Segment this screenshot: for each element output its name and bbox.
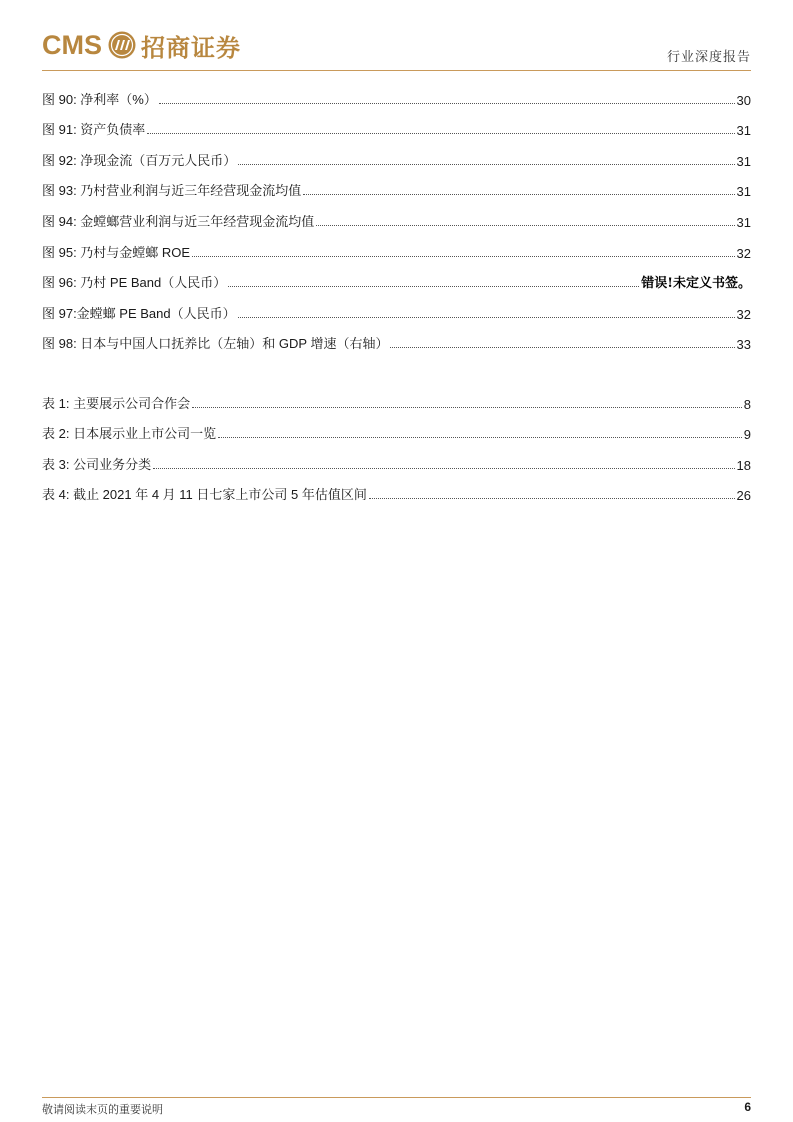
toc-leader-dots: [147, 133, 734, 134]
figure-list: [42, 80, 751, 355]
toc-entry-title: 表 3: 公司业务分类: [42, 456, 152, 472]
toc-entry-title: 图 90: 净利率（%）: [42, 91, 157, 107]
toc-entry[interactable]: [42, 264, 751, 295]
toc-leader-dots: [192, 256, 734, 257]
logo-emblem-icon: [107, 30, 137, 60]
header-divider: [42, 70, 751, 71]
toc-entry-title: 图 93: 乃村营业利润与近三年经营现金流均值: [42, 183, 302, 199]
toc-entry-page: 18: [736, 457, 751, 473]
toc-entry-title: 图 94: 金螳螂营业利润与近三年经营现金流均值: [42, 213, 315, 229]
toc-entry-title: 表 1: 主要展示公司合作会: [42, 395, 191, 411]
toc-entry-page: 33: [736, 337, 751, 353]
toc-entry-title: 图 96: 乃村 PE Band（人民币）: [42, 275, 227, 291]
toc-leader-dots: [228, 286, 639, 287]
toc-entry[interactable]: [42, 294, 751, 325]
page-header: [42, 24, 751, 70]
toc-entry-page: 26: [736, 488, 751, 504]
toc-entry-title: 表 2: 日本展示业上市公司一览: [42, 426, 217, 442]
footer-divider: [42, 1097, 751, 1098]
report-type-label: 行业深度报告: [666, 49, 751, 64]
toc-entry-title: 表 4: 截止 2021 年 4 月 11 日七家上市公司 5 年估值区间: [42, 487, 367, 503]
toc-entry[interactable]: [42, 141, 751, 172]
toc-entry[interactable]: [42, 80, 751, 111]
toc-entry-page: 31: [736, 123, 751, 139]
toc-leader-dots: [303, 194, 734, 195]
toc-entry-title: 图 97:金螳螂 PE Band（人民币）: [42, 305, 236, 321]
toc-entry[interactable]: [42, 111, 751, 142]
toc-leader-dots: [192, 407, 742, 408]
toc-entry-title: 图 92: 净现金流（百万元人民币）: [42, 152, 237, 168]
toc-leader-dots: [316, 225, 734, 226]
toc-entry[interactable]: [42, 233, 751, 264]
toc-entry-page: 32: [736, 245, 751, 261]
toc-entry[interactable]: [42, 415, 751, 446]
toc-entry-title: 图 95: 乃村与金螳螂 ROE: [42, 244, 191, 260]
toc-entry-page: 32: [736, 306, 751, 322]
toc-entry-error: 错误!未定义书签。: [641, 276, 751, 292]
toc-leader-dots: [238, 164, 734, 165]
disclaimer-note: 敬请阅读末页的重要说明: [42, 1103, 163, 1116]
toc-entry[interactable]: [42, 172, 751, 203]
toc-entry-page: 8: [743, 396, 751, 412]
table-list: [42, 384, 751, 506]
toc-entry[interactable]: [42, 384, 751, 415]
toc-entry[interactable]: [42, 445, 751, 476]
company-logo: [42, 28, 241, 62]
toc-leader-dots: [159, 103, 735, 104]
logo-text-cn: 招商证券: [141, 32, 241, 62]
toc-entry-title: 图 91: 资产负债率: [42, 122, 146, 138]
logo-text-en: CMS: [42, 29, 102, 60]
toc-entry[interactable]: [42, 325, 751, 356]
toc-entry-page: 31: [736, 153, 751, 169]
toc-entry-page: 31: [736, 214, 751, 230]
toc-entry-page: 30: [736, 92, 751, 108]
toc-entry[interactable]: [42, 476, 751, 507]
toc-entry[interactable]: [42, 202, 751, 233]
toc-entry-title: 图 98: 日本与中国人口抚养比（左轴）和 GDP 增速（右轴）: [42, 336, 389, 352]
page-number: 6: [744, 1100, 751, 1114]
toc-leader-dots: [153, 468, 734, 469]
toc-leader-dots: [390, 347, 734, 348]
toc-leader-dots: [369, 498, 735, 499]
toc-leader-dots: [218, 437, 742, 438]
toc-entry-page: 31: [736, 184, 751, 200]
toc-leader-dots: [238, 317, 735, 318]
toc-entry-page: 9: [743, 427, 751, 443]
